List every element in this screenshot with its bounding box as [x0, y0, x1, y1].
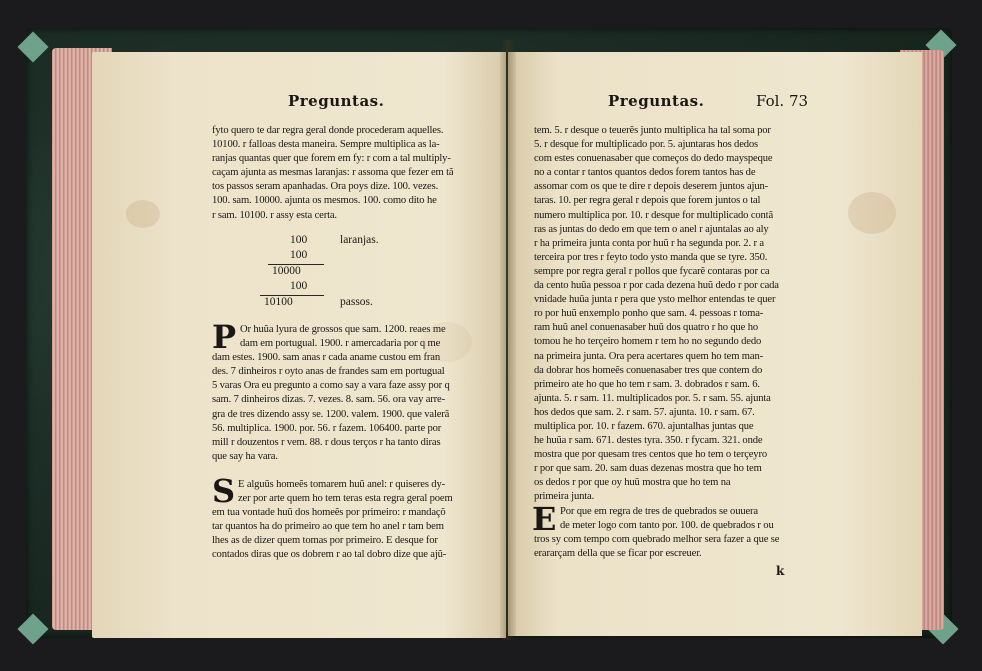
paragraph	[212, 472, 453, 563]
text-line: contados diras que os dobrem r ao tal dobro dize que ajũ-	[212, 549, 447, 561]
text-line: E alguũs homeẽs tomarem huũ anel: r quiseres dy-	[238, 479, 445, 490]
left-page	[92, 52, 506, 638]
text-line: da cento huũa pessoa r por cada dezena huũ dedo r por cada	[534, 280, 779, 292]
text-line: primeiro ate ho que ho tem r sam. 3. dobrados r sam. 6.	[534, 378, 760, 390]
right-page	[508, 52, 922, 636]
calc-row: 100	[290, 280, 308, 292]
text-line: terceira por tres r feyto todo ysto manda que se tyre. 350.	[534, 251, 768, 263]
text-line: assomar com os que te dire r depois deserem juntos ajun-	[534, 181, 769, 193]
running-head: Preguntas.	[288, 92, 385, 110]
paper-stain	[848, 192, 896, 234]
initial-letter: S	[212, 472, 236, 510]
text-line: ram huũ anel conuenasaber huũ dos quatro r ho que ho	[534, 322, 759, 334]
text-line: na primeira junta. Ora pera acertares quem ho tem man-	[534, 350, 763, 362]
text-line: he huũa r sam. 671. destes tyra. 350. r fycam. 321. onde	[534, 435, 763, 447]
paragraph	[212, 318, 450, 464]
text-line: r ha primeira junta conta por huũ r ha segunda por. 2. r a	[534, 237, 764, 249]
calc-row: 10100	[264, 296, 293, 308]
text-line: vnidade huũa junta r pera que ysto melhor entendas te quer	[534, 294, 776, 306]
text-line: gra de tres dizendo assy se. 1200. valem. 1900. que valerã	[212, 408, 450, 420]
text-line: tem. 5. r desque o teuerẽs junto multiplica ha tal soma por	[534, 125, 771, 136]
book-gutter	[500, 40, 516, 640]
text-line: hos dedos que sam. 2. r sam. 57. ajunta. 10. r sam. 67.	[534, 406, 755, 418]
text-line: mostra que por quesam tres centos que ho tem o terçeyro	[534, 449, 767, 461]
text-line: mill r douzentos r vem. 88. r dous terços r ha tanto diras	[212, 436, 441, 448]
text-line: tomou he ho terçeiro homem r tem ho no segundo dedo	[534, 336, 762, 348]
text-line: ajunta. 5. r sam. 11. multiplicados por. 5. r sam. 55. ajunta	[534, 392, 771, 404]
initial-letter: E	[532, 500, 557, 538]
initial-letter: P	[212, 318, 237, 356]
running-head: Preguntas.	[608, 92, 705, 110]
text-line: 56. multiplica. 1900. por. 56. r fazem. 106400. parte por	[212, 422, 442, 434]
text-line: erararçam della que se ficar por escreuer.	[534, 548, 702, 560]
text-line: os dedos r por que oy huũ mostra que ho tem na	[534, 477, 731, 489]
calc-label: passos.	[340, 296, 373, 308]
text-line: tros sy com tempo com quebrado melhor sera fazer a que se	[534, 534, 780, 546]
text-line: 10100. r falloas desta maneira. Sempre multiplica as la-	[212, 139, 440, 151]
text-line: de meter logo com tanto por. 100. de quebrados r ou	[560, 520, 774, 532]
text-line: ranjas quantas quer que forem em fy: r com a tal multiply-	[212, 153, 451, 165]
text-line: no a contar r tantos quantos dedos forem tantos has de	[534, 167, 756, 179]
text-line: fyto quero te dar regra geral donde procederam aquelles.	[212, 125, 444, 136]
text-line: r sam. 10100. r assy esta certa.	[212, 209, 337, 221]
text-line: sempre por regra geral r pollos que fycarẽ contaras por ca	[534, 265, 770, 277]
text-line: com estes conuenasaber que começos do dedo mayspeque	[534, 153, 773, 165]
text-line: que say ha vara.	[212, 450, 278, 462]
text-line: caçam ajunta as mesmas laranjas: r assoma que fezer em tã	[212, 167, 454, 179]
paragraph	[212, 124, 453, 223]
text-line: Or huũa lyura de grossos que sam. 1200. reaes me	[240, 324, 446, 335]
calc-row: 100	[290, 249, 308, 261]
text-line: 5. r desque for multiplicado por. 5. ajuntaras hos dedos	[534, 139, 759, 151]
text-line: lhes as de dizer quem tomas por primeiro. E desque for	[212, 535, 438, 547]
text-line: dam estes. 1900. sam anas r cada aname custou em fran	[212, 352, 440, 364]
catchword: k	[776, 564, 785, 578]
text-line: multiplica por. 10. r fazem. 670. ajuntalhas juntas que	[534, 420, 754, 432]
text-line: tos passos seram apanhadas. Ora poys dize. 100. vezes.	[212, 181, 439, 193]
calc-row: 10000	[272, 265, 301, 277]
text-line: sam. 7 dinheiros dizas. 7. vezes. 8. sam. 56. ora vay arre-	[212, 394, 445, 406]
text-line: 100. sam. 10000. ajunta os mesmos. 100. como dito he	[212, 195, 437, 207]
text-line: tar quantos ha do primeiro ao que tem ho anel r tam bem	[212, 521, 444, 533]
text-line: des. 7 dinheiros r oyto anas de frandes sam em portugual	[212, 366, 445, 378]
text-line: r por que sam. 20. sam duas dezenas mostra que ho tem	[534, 463, 762, 475]
folio-number: Fol. 73	[756, 92, 809, 110]
paragraph	[534, 124, 779, 505]
paragraph	[532, 500, 780, 561]
text-line: zer por arte quem ho tem teras esta regra geral poem	[238, 493, 453, 505]
text-line: numero multiplica por. 10. r desque for multiplicado contã	[534, 209, 774, 221]
text-line: 5 varas Ora eu pregunto a como say a vara faze assy por q	[212, 380, 450, 392]
text-line: primeira junta.	[534, 491, 595, 503]
text-line: taras. 10. per regra geral r depois que forem juntos o tal	[534, 195, 761, 207]
text-line: Por que em regra de tres de quebrados se ouuera	[560, 506, 758, 517]
text-line: ro por huũ enxemplo ponho que sam. 4. pessoas r toma-	[534, 308, 764, 320]
calc-label: laranjas.	[340, 234, 379, 246]
text-line: da dobrar hos homeẽs conuenasaber tres que contem do	[534, 364, 763, 376]
text-line: ras as juntas do dedo em que tem o anel r ajuntalas ao aly	[534, 223, 769, 235]
calc-row: 100	[290, 234, 308, 246]
text-line: dam em portugual. 1900. r amercadaria por q me	[240, 338, 441, 350]
text-line: em tua vontade huũ dos homeẽs por primeiro: r mandaçõ	[212, 507, 446, 519]
paper-stain	[126, 200, 160, 228]
